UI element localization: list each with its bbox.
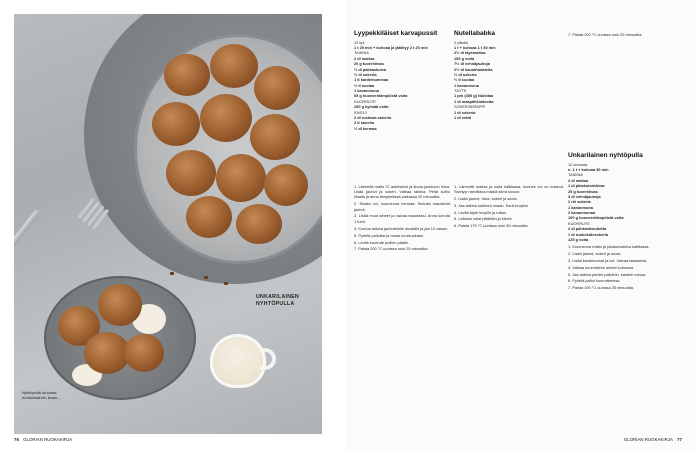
ingredient: 1 prk (350 g) Nutellaa: [454, 93, 494, 99]
folio-title: GLORIAN RUOKAKIRJA: [23, 437, 73, 442]
bun: [98, 284, 142, 326]
folio-title: GLORIAN RUOKAKIRJA: [623, 437, 673, 442]
ingredient: 1 t 25 min + kohoaa ja jäähtyy 2 t 20 min: [354, 44, 428, 50]
bun: [166, 150, 216, 196]
recipe-yield: 12 annosta: [568, 161, 588, 167]
ingredient-heading: TAIKINA: [568, 172, 583, 178]
ingredient-heading: TAIKINA: [354, 50, 369, 56]
recipe-continued: [568, 30, 684, 148]
bun: [152, 102, 200, 146]
ingredient: 2½ dl kaurahiutaleita: [454, 66, 493, 72]
ingredient: 2 kananmunaa: [568, 210, 596, 216]
photo-caption: Nyhtöpulla kruunaa nuotionkahvit, kiuas...: [22, 390, 61, 401]
recipe-step: 1. Lämmitä maito 37-asteiseksi ja liuota joukkoon hiiva. Lisää jauhot ja sokeri. Vatkaa taikina. Peitä kulho liinalla ja anna lämpimässä paikassa 20 minuuttia.: [354, 183, 450, 200]
crumb: [204, 276, 208, 279]
ingredient: 2 dl ruskeaa sokeria: [354, 115, 392, 121]
recipe-step: 3. Lisää kananmunat ja voi. Vaivaa tasaiseksi.: [568, 257, 648, 263]
recipe-step: 6. Levitä kuorrute pullien päälle.: [354, 239, 409, 245]
recipe-step: 1. Lämmitä maitoa ja voita kattilassa, kunnes voi on sulanut. Sivelyyn tarvittava määrä siirrä sivuun.: [454, 183, 564, 194]
recipe-step: 4. Kumoa taikina jauhotetulle alustalle ja jaa 12 osaan.: [354, 225, 448, 231]
recipe-step: 2. Lisää jauhot, sokeri ja suola.: [568, 250, 622, 256]
left-page: [0, 0, 346, 450]
ingredient: ½ dl sokeria: [454, 71, 477, 77]
crumb: [224, 282, 228, 285]
ingredient: 2½ dl täysmaitoa: [454, 50, 486, 56]
recipe-title: Lyypekkiläiset karvapussit: [354, 30, 438, 37]
bun: [254, 66, 300, 110]
bun: [164, 54, 210, 96]
ingredient-heading: SIVELY: [354, 109, 368, 115]
ingredient-heading: SOKERISIIRAPPI: [454, 104, 486, 110]
recipe-step: 5. Leikkaa rullat pitkittäin ja kierrä.: [454, 216, 513, 222]
recipe-1-steps: [354, 182, 450, 432]
recipe-step: 2. Lisää jauhot, hiiva, sokeri ja suola.: [454, 195, 518, 201]
ingredient: 250 g kylmää voita: [354, 104, 389, 110]
ingredient: ½ dl kermaa: [354, 125, 377, 131]
recipe-title: Nutellababka: [454, 30, 496, 37]
ingredient: 1 tl kardemummaa: [354, 77, 389, 83]
ingredient: 25 g tuorehiivaa: [568, 188, 598, 194]
right-page: [346, 0, 696, 450]
fork: [14, 209, 41, 331]
recipe-step: 1. Kuumenna maito ja pikakuivahiiva kattilassa.: [568, 243, 650, 249]
recipe-step: 5. Pyöritä palloiksi ja nosta uunivuokaan.: [354, 232, 425, 238]
cup-handle: [260, 348, 276, 370]
ingredient: 1 kananmuna: [454, 82, 479, 88]
ingredient: 2 tl kanelia: [354, 120, 374, 126]
bun: [236, 204, 282, 244]
page-number: 76: [14, 437, 19, 442]
recipe-step: 7. Paista 200 °C uunissa noin 25 minuuttia.: [568, 31, 643, 37]
ingredient: 2 dl maitoa: [354, 55, 375, 61]
ingredient: 65 g huoneenlämpöistä voita: [354, 93, 408, 99]
recipe-1-head: [354, 30, 450, 170]
ingredient: 1 dl pikakuivahiivaa: [568, 183, 605, 189]
recipe-step: 4. Levitä täyte levyille ja rullaa.: [454, 209, 507, 215]
ingredient: 20 g tuorehiivaa: [354, 61, 384, 67]
bun: [210, 44, 258, 88]
recipe-step: 3. Jaa taikina kahteen osaan. Kauli levyiksi.: [454, 202, 530, 208]
recipe-title: Unkarilainen nyhtöpulla: [568, 152, 643, 159]
ingredient: 1 dl sokeria: [454, 109, 476, 115]
ingredient: ½ dl sokeria: [354, 71, 377, 77]
bun: [216, 154, 266, 202]
ingredient: 2 dl maitoa: [568, 177, 589, 183]
ingredient: 100 g huoneenlämpöistä voita: [568, 215, 624, 221]
recipe-step: 2. Sulata voi, kuumenna kermaa. Sekoita maustetut jauhot.: [354, 201, 450, 212]
recipe-3: [568, 152, 684, 432]
ingredient-heading: KUORRUTE: [354, 98, 376, 104]
ingredient: ½ tl suolaa: [354, 82, 375, 88]
recipe-step: 7. Paista 190 °C uunissa 35 minuuttia.: [568, 285, 635, 291]
bun: [200, 94, 252, 142]
ingredient: 2 dl pähkinärouhetta: [568, 226, 607, 232]
ingredient: ½ tl suolaa: [454, 77, 475, 83]
photo-label: UNKARILAINEN NYHTÖPULLA: [256, 294, 300, 307]
ingredient: ½ dl pakkaskuiva: [354, 66, 387, 72]
ingredient-heading: KUORRUTE: [568, 220, 590, 226]
ingredient: 1 dl ruokokidesokeria: [568, 231, 609, 237]
ingredient: 1 t + kohoaa 1 t 30 min: [454, 44, 496, 50]
ingredient: n. 1 t + kohoaa 50 min: [568, 166, 609, 172]
cream-cup: [210, 334, 266, 388]
food-photo: [14, 14, 322, 434]
ingredient: 3 dl vehnäjauhoja: [568, 193, 601, 199]
recipe-step: 4. Vatkaa kuorrutteen aineet kulhossa.: [568, 264, 635, 270]
ingredient: 7½ dl vehnäjauhoja: [454, 61, 490, 67]
recipe-yield: 12 kpl: [354, 39, 365, 45]
recipe-yield: 2 pitkää: [454, 39, 468, 45]
ingredient: 150 g voita: [454, 55, 475, 61]
recipe-2-head: [454, 30, 564, 178]
bun: [250, 114, 300, 160]
recipe-step: 7. Paista 200 °C uunissa noin 25 minuuttia.: [354, 246, 429, 252]
ingredient: 1 dl vettä: [454, 115, 471, 121]
ingredient: 1 kananmuna: [568, 204, 593, 210]
ingredient: 1 kananmuna: [354, 88, 379, 94]
folio-left: [14, 437, 72, 442]
bun: [124, 334, 164, 372]
bun: [186, 196, 232, 238]
crumb: [170, 272, 174, 275]
recipe-step: 6. Paista 175 °C uunissa noin 35 minuuttia.: [454, 223, 529, 229]
folio-right: [624, 437, 682, 442]
page-number: 77: [677, 437, 682, 442]
recipe-step: 6. Pyöritä pallot kuorrutteessa.: [568, 278, 621, 284]
recipe-step: 3. Lisää muut aineet ja vaivaa tasaiseksi. Anna kohota 1 tunti.: [354, 213, 450, 224]
bun: [264, 164, 308, 206]
recipe-2-steps: [454, 182, 564, 432]
ingredient: 2 rkl sokeria: [568, 199, 591, 205]
ingredient: 1 dl maapähkinävoita: [454, 98, 494, 104]
ingredient-heading: TÄYTE: [454, 88, 467, 94]
ingredient: 125 g voita: [568, 237, 589, 243]
recipe-step: 5. Jaa taikina pieniin palloihin, kastele voissa.: [568, 271, 647, 277]
